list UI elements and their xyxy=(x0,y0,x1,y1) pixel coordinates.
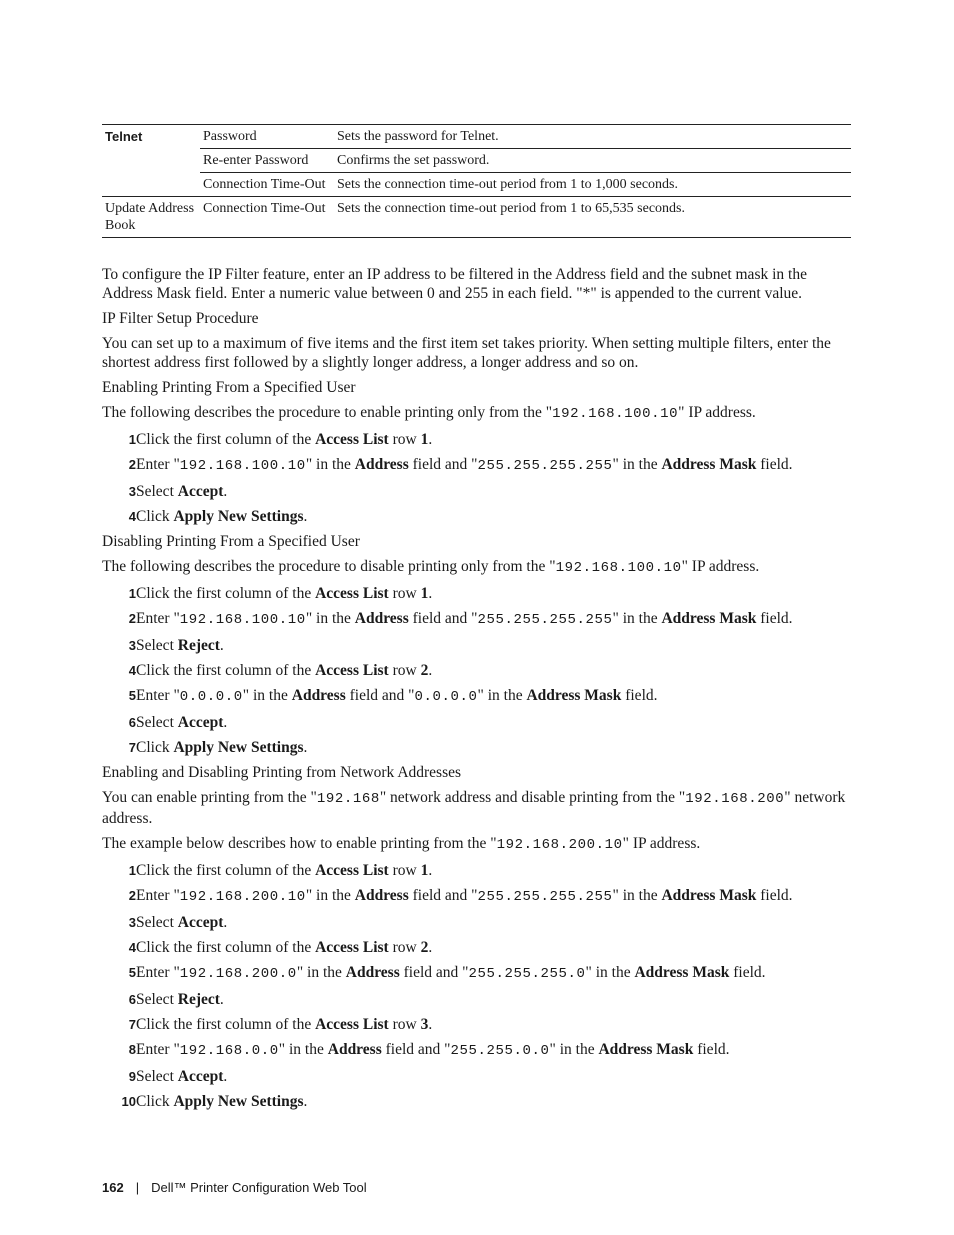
step-number: 4 xyxy=(128,509,136,524)
step-item: 5 Enter "0.0.0.0" in the Address field and "0.0.0.0" in the Address Mask field. xyxy=(102,686,852,707)
section-heading: Enabling Printing From a Specified User xyxy=(102,379,356,396)
item-cell: Connection Time-Out xyxy=(200,197,334,238)
body-content xyxy=(102,265,852,1117)
group-cell xyxy=(102,125,200,197)
step-number: 2 xyxy=(128,611,136,626)
step-item: 1 Click the first column of the Access List row 1. xyxy=(102,584,852,603)
step-number: 5 xyxy=(128,965,136,980)
step-item: 8 Enter "192.168.0.0" in the Address field and "255.255.0.0" in the Address Mask field. xyxy=(102,1040,852,1061)
desc-cell: Sets the connection time-out period from 1 to 65,535 seconds. xyxy=(334,197,851,238)
desc-cell: Confirms the set password. xyxy=(334,149,851,173)
section-intro: The following describes the procedure to disable printing only from the "192.168.100.10" IP address. xyxy=(102,558,760,576)
step-item: 5 Enter "192.168.200.0" in the Address field and "255.255.255.0" in the Address Mask field. xyxy=(102,963,852,984)
section-intro: You can enable printing from the "192.168" network address and disable printing from the "192.168.200" network address. xyxy=(102,789,846,827)
step-number: 8 xyxy=(128,1042,136,1057)
step-number: 4 xyxy=(128,940,136,955)
step-number: 1 xyxy=(128,863,136,878)
section-heading: Enabling and Disabling Printing from Network Addresses xyxy=(102,764,462,781)
step-item: 2 Enter "192.168.100.10" in the Address field and "255.255.255.255" in the Address Mask field. xyxy=(102,609,852,630)
step-item: 3 Select Accept. xyxy=(102,913,852,932)
step-item: 4 Click the first column of the Access List row 2. xyxy=(102,661,852,680)
page-footer xyxy=(102,1180,367,1195)
footer-separator: | xyxy=(135,1180,140,1195)
step-number: 2 xyxy=(128,888,136,903)
step-item: 10 Click Apply New Settings. xyxy=(102,1092,852,1111)
footer-title: Dell™ Printer Configuration Web Tool xyxy=(151,1180,367,1195)
step-item: 4 Click the first column of the Access List row 2. xyxy=(102,938,852,957)
page-number: 162 xyxy=(102,1180,124,1195)
group-cell: Update Address Book xyxy=(102,197,200,238)
step-number: 6 xyxy=(128,715,136,730)
step-number: 6 xyxy=(128,992,136,1007)
step-number: 7 xyxy=(128,1017,136,1032)
step-number: 9 xyxy=(128,1069,136,1084)
step-number: 1 xyxy=(128,586,136,601)
step-item: 6 Select Reject. xyxy=(102,990,852,1009)
step-item: 3 Select Accept. xyxy=(102,482,852,501)
step-item: 2 Enter "192.168.100.10" in the Address field and "255.255.255.255" in the Address Mask field. xyxy=(102,455,852,476)
item-cell: Password xyxy=(203,129,257,144)
intro-paragraph: To configure the IP Filter feature, enter an IP address to be filtered in the Address field and the subnet mask in the Address Mask field. Enter a numeric value between 0 and 255 in each field. "*" is appended to the current value. xyxy=(102,266,807,302)
step-number: 5 xyxy=(128,688,136,703)
desc-cell: Sets the password for Telnet. xyxy=(337,129,499,144)
step-item: 7 Click Apply New Settings. xyxy=(102,738,852,757)
step-number: 2 xyxy=(128,457,136,472)
item-cell: Connection Time-Out xyxy=(200,173,334,197)
step-item: 1 Click the first column of the Access List row 1. xyxy=(102,430,852,449)
step-item: 3 Select Reject. xyxy=(102,636,852,655)
settings-table xyxy=(102,124,851,238)
step-item: 6 Select Accept. xyxy=(102,713,852,732)
step-number: 10 xyxy=(121,1094,136,1109)
section-intro: The following describes the procedure to enable printing only from the "192.168.100.10" IP address. xyxy=(102,404,756,422)
section-heading: IP Filter Setup Procedure xyxy=(102,310,259,327)
step-item: 1 Click the first column of the Access List row 1. xyxy=(102,861,852,880)
step-number: 3 xyxy=(128,484,136,499)
step-number: 3 xyxy=(128,915,136,930)
desc-cell: Sets the connection time-out period from 1 to 1,000 seconds. xyxy=(334,173,851,197)
item-cell: Re-enter Password xyxy=(200,149,334,173)
step-number: 4 xyxy=(128,663,136,678)
step-number: 3 xyxy=(128,638,136,653)
step-item: 4 Click Apply New Settings. xyxy=(102,507,852,526)
section-intro: The example below describes how to enable printing from the "192.168.200.10" IP address. xyxy=(102,835,701,853)
step-item: 9 Select Accept. xyxy=(102,1067,852,1086)
step-number: 7 xyxy=(128,740,136,755)
step-item: 2 Enter "192.168.200.10" in the Address field and "255.255.255.255" in the Address Mask field. xyxy=(102,886,852,907)
intro-paragraph: You can set up to a maximum of five items and the first item set takes priority. When setting multiple filters, enter the shortest address first followed by a slightly longer address, a longer address and so on. xyxy=(102,335,831,371)
group-name: Telnet xyxy=(105,129,143,144)
step-number: 1 xyxy=(128,432,136,447)
section-heading: Disabling Printing From a Specified User xyxy=(102,533,360,550)
step-item: 7 Click the first column of the Access List row 3. xyxy=(102,1015,852,1034)
